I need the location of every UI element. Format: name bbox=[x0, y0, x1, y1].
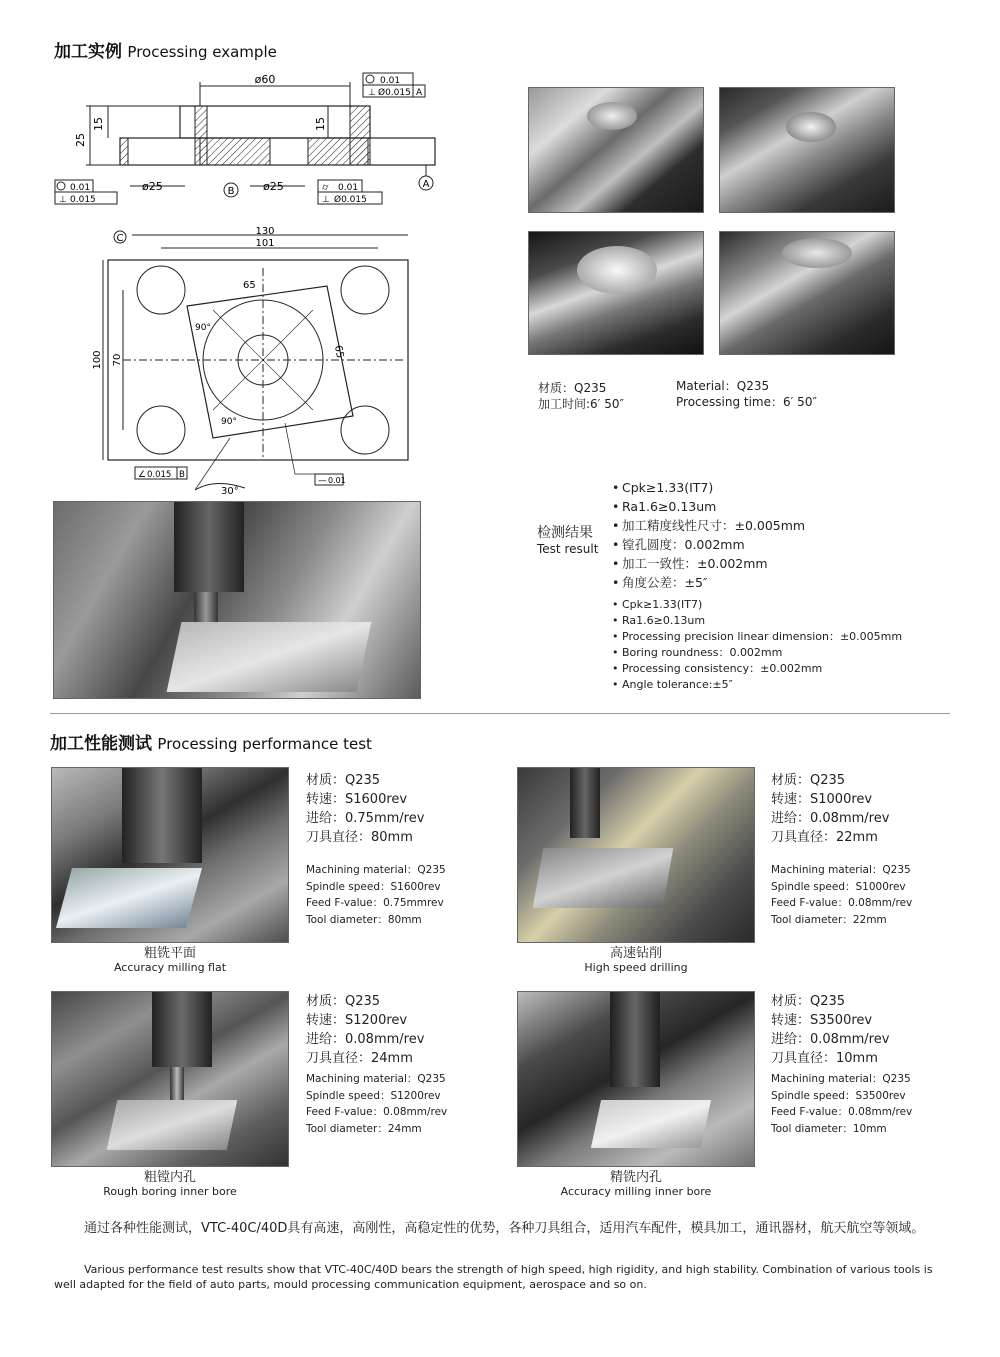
list-item: • 角度公差：±5″ bbox=[612, 573, 805, 592]
spec-cn: 材质：Q235 bbox=[306, 773, 381, 788]
test-photo-milling-flat bbox=[51, 767, 289, 943]
tol-right-2: Ø0.015 bbox=[334, 195, 367, 205]
spec-en: Tool diameter：24mm bbox=[306, 1122, 422, 1135]
dim-h15b: 15 bbox=[314, 117, 327, 131]
material-cn bbox=[538, 380, 624, 412]
material-en bbox=[676, 378, 817, 410]
time-cn-line: 加工时间:6′ 50″ bbox=[538, 397, 624, 411]
machining-photo bbox=[53, 501, 421, 699]
list-item: • Processing consistency：±0.002mm bbox=[612, 661, 902, 677]
datum-c: C bbox=[116, 233, 124, 244]
section2-title-en: Processing performance test bbox=[157, 735, 372, 753]
section-title-processing-example bbox=[54, 37, 277, 62]
dim-60: ø60 bbox=[254, 73, 276, 86]
material-en-line: Material：Q235 bbox=[676, 379, 770, 393]
spec-en: Machining material：Q235 bbox=[306, 864, 446, 876]
test-4-caption bbox=[517, 1170, 755, 1199]
spec-cn: 转速：S3500rev bbox=[771, 1013, 873, 1028]
section-title-cn: 加工实例 bbox=[54, 42, 122, 62]
plan-view-drawing bbox=[92, 226, 435, 498]
tol-top-2: Ø0.015 bbox=[378, 88, 411, 98]
datum-a: A bbox=[422, 179, 430, 190]
spec-en: Tool diameter：22mm bbox=[771, 913, 887, 926]
spec-cn: 转速：S1600rev bbox=[306, 792, 408, 807]
spec-cn: 材质：Q235 bbox=[771, 994, 846, 1009]
list-item: • Angle tolerance:±5″ bbox=[612, 677, 902, 693]
spec-en: Machining material：Q235 bbox=[306, 1073, 446, 1085]
spec-en: Spindle speed：S1000rev bbox=[771, 880, 906, 893]
caption-en: Accuracy milling inner bore bbox=[560, 1185, 712, 1198]
part-photo-2 bbox=[719, 87, 895, 213]
spec-cn: 刀具直径：24mm bbox=[306, 1051, 413, 1066]
list-item: • Ra1.6≥0.13um bbox=[612, 497, 805, 516]
list-item: • Boring roundness：0.002mm bbox=[612, 645, 902, 661]
time-en-line: Processing time：6′ 50″ bbox=[676, 395, 817, 409]
cross-section-drawing bbox=[50, 68, 450, 208]
dim-101: 101 bbox=[255, 238, 275, 249]
section-divider bbox=[50, 713, 950, 714]
spec-en: Feed F-value：0.08mm/rev bbox=[771, 1106, 913, 1118]
spec-cn: 转速：S1200rev bbox=[306, 1013, 408, 1028]
test-1-caption bbox=[51, 946, 289, 975]
spec-cn: 刀具直径：22mm bbox=[771, 830, 878, 845]
angle-90b: 90° bbox=[221, 417, 237, 427]
svg-text:⌭: ⌭ bbox=[322, 183, 329, 193]
svg-text:⊥: ⊥ bbox=[322, 195, 330, 205]
spec-en: Feed F-value：0.75mmrev bbox=[306, 897, 444, 909]
list-item: • 加工一致性：±0.002mm bbox=[612, 554, 805, 573]
spec-en: Tool diameter：80mm bbox=[306, 913, 422, 926]
caption-en: Rough boring inner bore bbox=[103, 1185, 237, 1198]
tol-angularity: 0.015 bbox=[147, 470, 172, 480]
dim-h25: 25 bbox=[74, 133, 87, 147]
material-cn-line: 材质：Q235 bbox=[538, 381, 607, 395]
test-2-caption bbox=[517, 946, 755, 975]
spec-cn: 刀具直径：10mm bbox=[771, 1051, 878, 1066]
dim-25-left: ø25 bbox=[142, 180, 163, 193]
dim-70: 70 bbox=[112, 353, 123, 367]
spec-en: Machining material：Q235 bbox=[771, 1073, 911, 1085]
spec-en: Tool diameter：10mm bbox=[771, 1122, 887, 1135]
test-3-caption bbox=[51, 1170, 289, 1199]
caption-cn: 粗镗内孔 bbox=[143, 1170, 196, 1185]
tol-angularity-datum: B bbox=[179, 470, 185, 480]
test-photo-accuracy-boring bbox=[517, 991, 755, 1167]
tol-left-2: 0.015 bbox=[70, 195, 96, 205]
tol-right-1: 0.01 bbox=[338, 183, 359, 193]
test-photo-rough-boring bbox=[51, 991, 289, 1167]
tol-left-1: 0.01 bbox=[70, 183, 91, 193]
section-title-en: Processing example bbox=[127, 43, 277, 61]
test-result-cn: 检测结果 bbox=[537, 525, 593, 541]
test-result-list-cn bbox=[612, 478, 805, 592]
angle-90a: 90° bbox=[195, 323, 211, 333]
caption-en: High speed drilling bbox=[584, 961, 688, 974]
dim-130: 130 bbox=[255, 226, 275, 237]
side-65b: 65 bbox=[332, 344, 346, 360]
side-65a: 65 bbox=[243, 280, 256, 291]
list-item: • 加工精度线性尺寸：±0.005mm bbox=[612, 516, 805, 535]
test-1-specs bbox=[306, 771, 446, 928]
datum-b: B bbox=[227, 186, 235, 197]
section-title-performance-test bbox=[50, 729, 372, 754]
list-item: • Cpk≥1.33(IT7) bbox=[612, 597, 902, 613]
spec-en: Spindle speed：S3500rev bbox=[771, 1089, 906, 1102]
svg-text:∠: ∠ bbox=[138, 470, 147, 480]
summary-cn: 通过各种性能测试，VTC-40C/40D具有高速，高刚性，高稳定性的优势，各种刀具组合，适用汽车配件，模具加工，通讯器材，航天航空等领域。 bbox=[84, 1221, 925, 1236]
svg-text:—: — bbox=[318, 476, 327, 486]
summary-en: Various performance test results show that VTC-40C/40D bears the strength of high speed, high rigidity, and high stability. Combination of various tools is well adapted for the field of auto parts, mould processing communication equipment, aerospace and so on. bbox=[54, 1263, 933, 1291]
part-photo-4 bbox=[719, 231, 895, 355]
spec-cn: 进给：0.08mm/rev bbox=[771, 1032, 890, 1047]
part-photo-3 bbox=[528, 231, 704, 355]
test-3-specs bbox=[306, 992, 447, 1137]
dim-100: 100 bbox=[92, 350, 103, 370]
dim-h15a: 15 bbox=[92, 117, 105, 131]
tol-top-1: 0.01 bbox=[380, 76, 401, 86]
test-2-specs bbox=[771, 771, 912, 928]
spec-cn: 进给：0.75mm/rev bbox=[306, 811, 425, 826]
caption-cn: 高速钻削 bbox=[609, 946, 662, 961]
test-result-list-en bbox=[612, 597, 902, 693]
list-item: • Ra1.6≥0.13um bbox=[612, 613, 902, 629]
spec-cn: 材质：Q235 bbox=[771, 773, 846, 788]
test-result-label bbox=[537, 522, 598, 556]
list-item: • Processing precision linear dimension：±0.005mm bbox=[612, 629, 902, 645]
spec-en: Feed F-value：0.08mm/rev bbox=[306, 1106, 448, 1118]
part-photo-1 bbox=[528, 87, 704, 213]
list-item: • 镗孔圆度：0.002mm bbox=[612, 535, 805, 554]
angle-30: 30° bbox=[221, 486, 239, 497]
dim-25-right: ø25 bbox=[263, 180, 284, 193]
caption-cn: 粗铣平面 bbox=[143, 946, 196, 961]
spec-cn: 进给：0.08mm/rev bbox=[771, 811, 890, 826]
test-photo-drilling bbox=[517, 767, 755, 943]
spec-cn: 刀具直径：80mm bbox=[306, 830, 413, 845]
test-result-en: Test result bbox=[537, 542, 599, 556]
spec-en: Spindle speed：S1600rev bbox=[306, 880, 441, 893]
caption-cn: 精铣内孔 bbox=[609, 1170, 662, 1185]
test-4-specs bbox=[771, 992, 912, 1137]
tol-top-datum: A bbox=[416, 88, 423, 98]
svg-text:⊥: ⊥ bbox=[59, 195, 67, 205]
svg-text:⊥: ⊥ bbox=[368, 88, 376, 98]
tol-flatness: 0.01 bbox=[328, 476, 346, 485]
spec-en: Machining material：Q235 bbox=[771, 864, 911, 876]
spec-cn: 转速：S1000rev bbox=[771, 792, 873, 807]
list-item: • Cpk≥1.33(IT7) bbox=[612, 478, 805, 497]
spec-en: Spindle speed：S1200rev bbox=[306, 1089, 441, 1102]
spec-cn: 材质：Q235 bbox=[306, 994, 381, 1009]
spec-en: Feed F-value：0.08mm/rev bbox=[771, 897, 913, 909]
caption-en: Accuracy milling flat bbox=[113, 961, 227, 974]
spec-cn: 进给：0.08mm/rev bbox=[306, 1032, 425, 1047]
section2-title-cn: 加工性能测试 bbox=[50, 734, 152, 754]
